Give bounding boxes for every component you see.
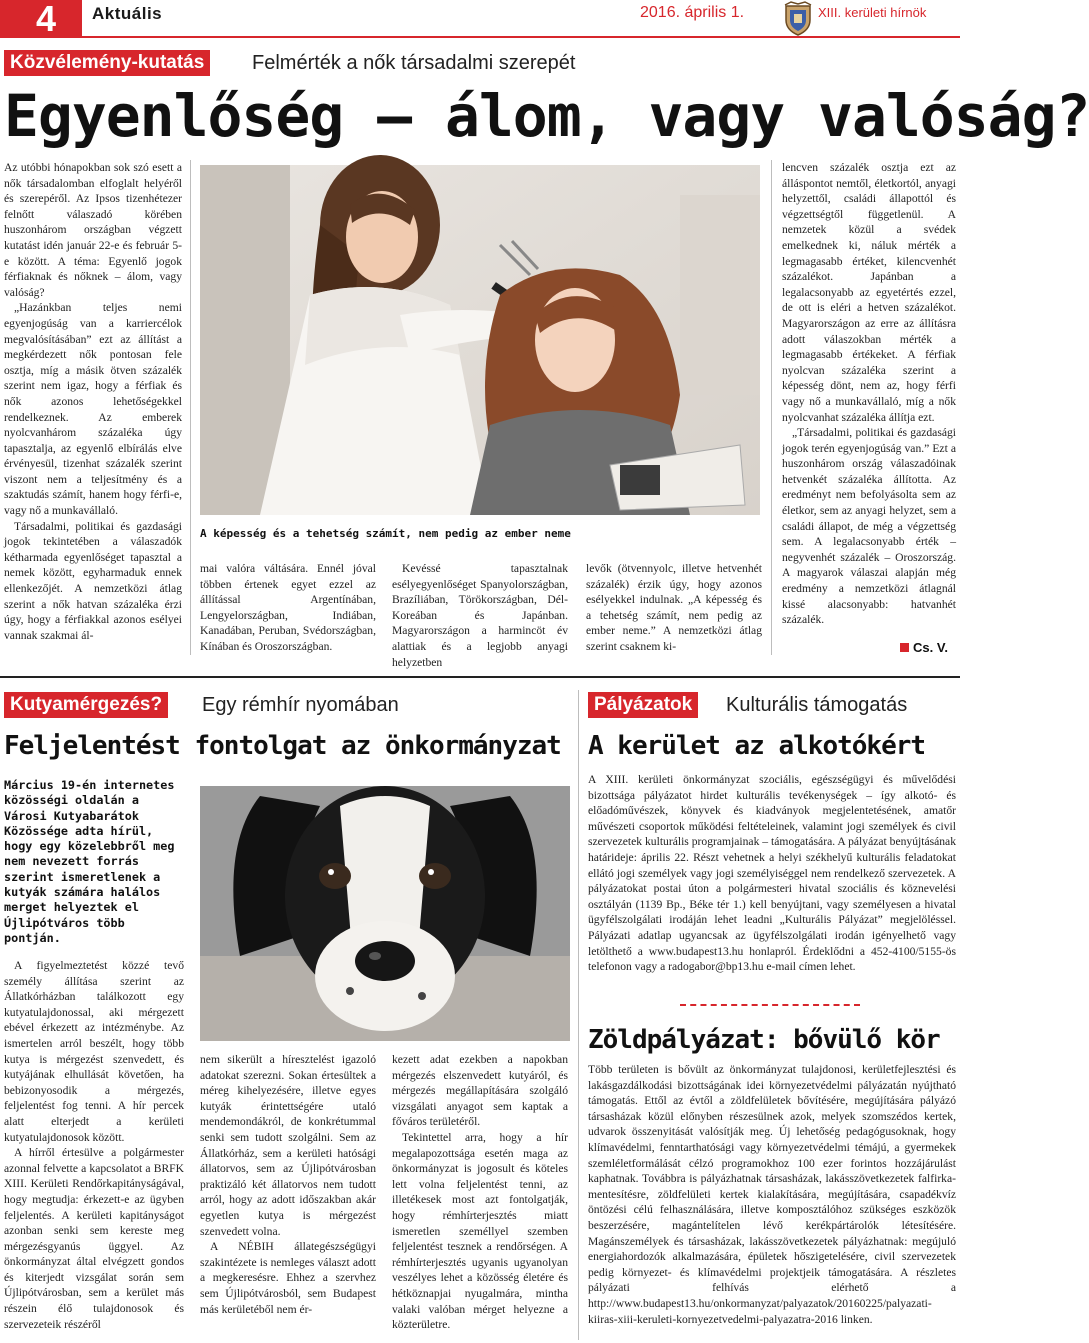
- article2-title: Feljelentést fontolgat az önkormányzat: [4, 731, 561, 761]
- article2-col2-p2: A NÉBIH állategészségügyi szakintézete is nemleges választ adott a megkeresésre. Ehhez a szervhez sem Újlipótvárosból, sem Budapest más kerületéből nem ér-: [200, 1240, 376, 1316]
- article-separator: [680, 1004, 860, 1006]
- issue-date: 2016. április 1.: [640, 4, 745, 21]
- article4-body-text: Több területen is bővült az önkormányzat tulajdonosi, kerületfejlesztési és lakásgazdálkodási bizottságának idei környezetvédelmi pályázatán nyújtható támogatás. Ettől az évtől a zöldfelületek bővítésére, megújítására pályázó társasházak közül előnyben részesülnek azok, melyek szomszédos kertek, udvarok összenyitását valósítják meg. Új lehetőség pedagógusoknak, hogy klímavédelmi, fenntarthatósági vagy környezetvédelmi témájú, a gyermekek szemléletformálását célzó programokhoz 100 ezer forintos hozzájárulást kaphatnak. Továbbra is pályázhatnak társasházak, lakásszövetkezetek falfirka-mentesítésre, zöldfelületi kertek kialakítására, megújítására, csapadékvíz öntözési célú felhasználására, illetve komposztálóhoz szükséges eszközök beszerzésére, magántelítelen lévő kerékpártárolók létesítésére. Magánszemélyek és társasházak, lakásszövetkezetek pályázhatnak: megújuló energiahordozók alkalmazására, épületek hőszigetelésére, civil szervezetek pedig környezet- és klímavédelmi projektjeik támogatására. A részletes pályázati felhívás elérhető a http://www.budapest13.hu/onkormanyzat/palyazatok/20160225/palyazati-kiiras-xiii-keruleti-kornyezetvedelmi-palyazatra-2016 linken.: [588, 1063, 956, 1326]
- article1-col1: [4, 160, 182, 643]
- section-divider: [0, 676, 960, 678]
- header-rule: [82, 36, 960, 38]
- article1-col1-p1: Az utóbbi hónapokban sok szó esett a nők társadalomban elfoglalt helyéről és szerepéről. Az Ipsos tizenhétezer felnőtt válaszadó körében huszonhárom országban végzett kutatást idén január 22-e és február 5-e között. A téma: Egyenlő jogok férfiaknak és nőknek – álom, vagy valóság?: [4, 161, 182, 299]
- article1-subtitle: Felmérték a nők társadalmi szerepét: [252, 52, 576, 74]
- article2-col3-p2: Tekintettel arra, hogy a hír megalapozottsága esetén maga az önkormányzat is jogosult és köteles lett volna feljelentést tenni, az illetékesek most azt fontolgatják, hogy rémhírterjesztés miatt ismeretlen személlyel szemben feljelentést tesznek a rendőrségen. A rémhírterjesztés ugyanis ugyanolyan veszélyes lehet a közösség életére és hétköznapjai nyugalmára, mintha valaki valóban mérget helyezne a közterületre.: [392, 1130, 568, 1332]
- column-divider: [771, 160, 772, 655]
- article1-col-b: [392, 561, 568, 670]
- article2-lead: Március 19-én internetes közösségi oldalán a Városi Kutyabarátok Közössége adta hírül, hogy egy közelebbről meg nem nevezett forrás szerint ismeretlenek a kutyák számára halálos merget helyeztek el Újlipótváros több pontján.: [4, 778, 175, 945]
- article2-subtitle: Egy rémhír nyomában: [202, 694, 399, 716]
- article4-body: [588, 1062, 956, 1327]
- article3-body: [588, 772, 956, 975]
- article1-col1-p2: „Hazánkban teljes nemi egyenjogúság van a karriercélok megvalósításában” ezt az állítást a megkérdezett nők pontosan fele osztja, míg a másik ötven százalék szerint nem igaz, hogy a férfiak és nők azonos lehetőségekkel rendelkeznek. Az emberek nyolcvanhárom százaléka úgy tapasztalja, az egyenlő elbírálás elve érvényesül, tizenhat százalék szerint viszont nem a teljesítmény és a szaktudás számít, hanem hogy férfi-e, vagy nő a munkavállaló.: [4, 301, 182, 518]
- paper-name: XIII. kerületi hírnök: [818, 5, 927, 20]
- page-number: 4: [0, 0, 82, 38]
- article3-subtitle: Kulturális támogatás: [726, 694, 908, 716]
- article2-col1-p2: A hírről értesülve a polgármester azonnal felvette a kapcsolatot a BRFK XIII. Kerületi Rendőrkapitányságával, hogy megtudja: érkezett-e az ügyben feljelentés. A kerületi kapitányságot azonban senki sem kereste meg mérgezésgyanús üggyel. Az önkormányzat által elvégzett gondos és kiterjedt vizsgálat során sem Újlipótvárosban, sem a kerület más részein élő tulajdonosok és szervezeteik részéről: [4, 1146, 184, 1331]
- article1-col-a-text: mai valóra váltására. Ennél jóval többen értenek egyet ezzel az állítással Argentínában, Lengyelországban, Indiában, Kanadában, Peruban, Svédországban, Kínában és Oroszországban.: [200, 562, 376, 653]
- article1-col4-p2: „Társadalmi, politikai és gazdasági jogok terén egyenjogúság van.” Ezt a huszonhárom ország válaszadóinak hetvenkét százaléka állította. Az eredményt nem befolyásolta sem az életkor, sem az anyagi helyzet, sem a családi állapot, de még a végzettség sem. A legalacsonyabb érték – negyvenhét százalék – Oroszország. A magyarok válaszai alapján még eredmény a nemzetközi átlagnál kissé alacsonyabb: hatvanhét százalék.: [782, 426, 956, 627]
- article3-title: A kerület az alkotókért: [588, 731, 926, 761]
- article2-col2-p1: nem sikerült a híresztelést igazoló adatokat szerezni. Sokan értesültek a méreg kihelyezésére, illetve egyes kutyák érintettségére utaló mendemondákról, de konkrétummal senki sem tudott szolgálni. Sem az Állatkórház, sem a kerületi hatósági állatorvos, sem az Újlipótvárosban praktizáló két állatorvos nem tudott arról, hogy az adott időszakban akár egyetlen kutya is mérgezést szenvedett volna.: [200, 1053, 376, 1238]
- article2-col3: [392, 1052, 568, 1333]
- article2-col1-p1: A figyelmeztetést közzé tevő személy állítása szerint az Állatkórházban találkozott egy kutyatulajdonossal, aki mérgezett ebével érkezett az intézménybe. Az ismertelen arról beszélt, hogy több kutya is mérgezést szenvedett, és kutyájának elhullását követően, ha bebizonyosodik a mérgezés, feljelentést fog tenni. A hír percek alatt elterjedt a kerületi kutyatulajdonosok között.: [4, 959, 184, 1144]
- column-divider: [578, 690, 579, 1340]
- section-name: Aktuális: [92, 4, 163, 23]
- article1-signature: [900, 640, 948, 655]
- article1-col-b-text: Kevéssé tapasztalnak esélyegyenlőséget Spanyolországban, Brazíliában, Törökországban, Dél-Koreában és Japánban. Magyarországon a harmincöt év alattiak és a legjobb anyagi helyzetben: [392, 562, 568, 669]
- article1-kicker: Közvélemény-kutatás: [4, 50, 210, 76]
- district-crest-icon: [784, 2, 812, 36]
- article3-kicker: Pályázatok: [588, 692, 698, 718]
- article1-col4-p1: lencven százalék osztja ezt az álláspontot nemtől, életkortól, anyagi helyzettől, családi állapottól és végzettségtől függetlenül. A nemzetek közül a svédek emelkednek ki, náluk mérték a legmagasabb értéket, kilencvenhét százalékot. Japánban a legalacsonyabb az egyetértés ezzel, de ott is eléri a hetven százalékot. Magyarországon az erre az állításra adott válaszokban mérték a legmagasabb értékeket. A férfiak nyolcvan százaléka szerint a képesség dönt, nem az, hogy férfi vagy nő a munkavállaló, míg a nők nyolcvanhat százaléka állítja ezt.: [782, 161, 956, 424]
- article1-col-c: [586, 561, 762, 655]
- signature-marker-icon: [900, 643, 909, 652]
- article2-col2: [200, 1052, 376, 1317]
- article2-kicker: Kutyamérgezés?: [4, 692, 168, 718]
- article1-col-a: [200, 561, 376, 655]
- hairdresser-photo: [200, 165, 760, 515]
- article1-col1-p3: Társadalmi, politikai és gazdasági jogok tekintetében a válaszadók kétharmada egyenlőséget tapasztal a nemek között, egyharmaduk ennek ellenkezőjét. A nemzetközi átlag szerint a nők hatvan százaléka érzi úgy, hogy a férfiakkal azonos esélyei vannak szakmai ál-: [4, 519, 182, 642]
- signature-text: Cs. V.: [913, 640, 948, 655]
- article2-col3-p1: kezett adat ezekben a napokban mérgezés elszenvedett kutyáról, és mérgezés megállapítására szolgáló vizsgálati anyagot sem kaptak a főváros területéről.: [392, 1053, 568, 1129]
- article3-body-text: A XIII. kerületi önkormányzat szociális, egészségügyi és művelődési bizottsága pályázatot hirdet kulturális tevékenységek – így alkotó- és előadóművészek, könyvek és kiadványok megjelentetésének, amatőr művészeti csoportok működési feltételeinek, valamint jogi személyek és civil szervezetek kulturális programjainak – támogatására. A pályázat benyújtásának határideje: április 22. Részt vehetnek a helyi székhelyű kulturális feladatokat ellátó jogi személyek vagy jogi személyiséggel nem rendelkező szervezetek. A pályázatokat postai úton a polgármesteri hivatal szociális és köznevelési osztályán (1139 Bp., Béke tér 1.) kell benyújtani, vagy személyesen a hivatal ügyfélszolgálati irodáján lehet leadni „Kulturális Pályázat” megjelöléssel. Pályázati adatlap ugyancsak az ügyfélszolgálati irodán igényelhető vagy letölthető a www.budapest13.hu honlapról. Érdeklődni a 452-4100/5155-ös telefonon vagy a radogabor@bp13.hu e-mail címen lehet.: [588, 773, 956, 974]
- article1-col-c-text: levők (ötvennyolc, illetve hetvenhét százalék) érzik úgy, hogy azonos esélyekkel indulnak. „A képesség és a tehetség számít, nem pedig az ember neme.” A nemzetközi átlag szerint csaknem ki-: [586, 562, 762, 653]
- dog-photo: [200, 786, 570, 1041]
- article1-title: Egyenlőség – álom, vagy valóság?: [4, 82, 1089, 150]
- article4-title: Zöldpályázat: bővülő kör: [588, 1025, 940, 1055]
- article1-col4: [782, 160, 956, 628]
- article2-col1: [4, 958, 184, 1332]
- article1-photo-caption: A képesség és a tehetség számít, nem pedig az ember neme: [200, 527, 571, 540]
- column-divider: [190, 160, 191, 655]
